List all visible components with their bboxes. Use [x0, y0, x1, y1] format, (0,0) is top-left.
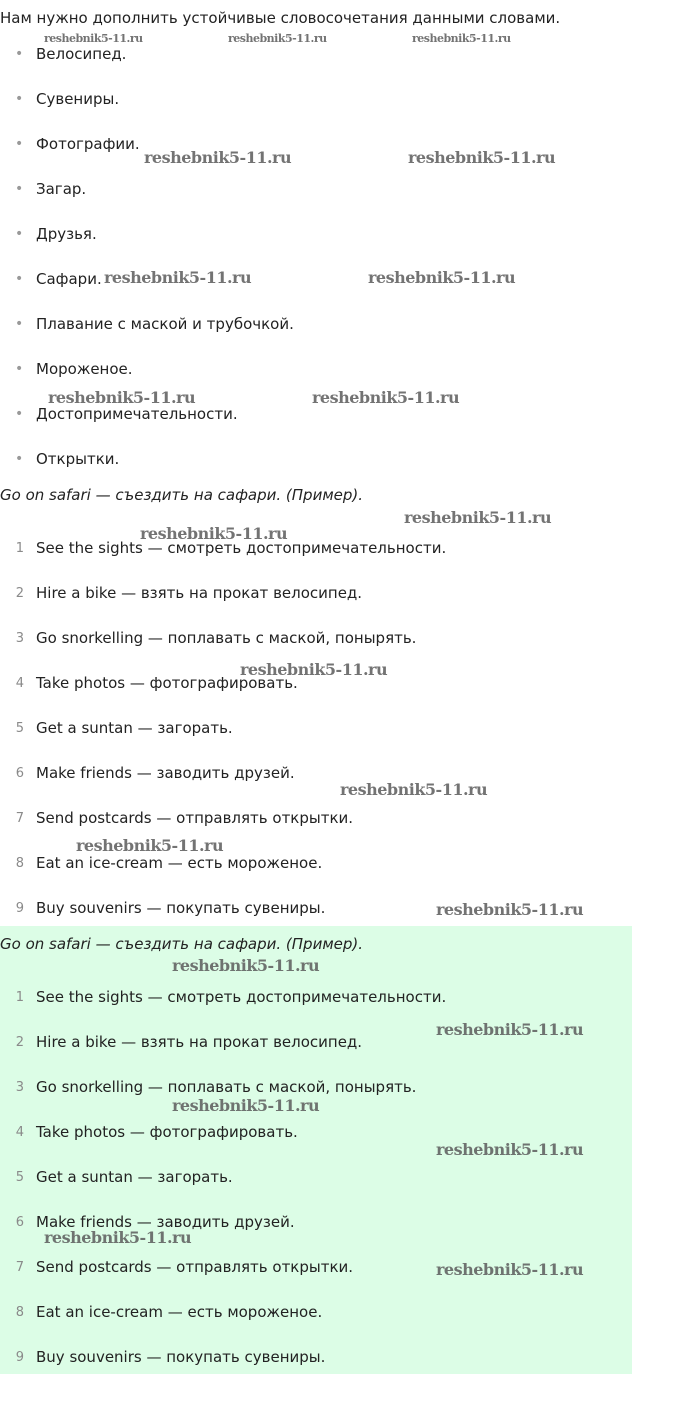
item-text: Buy souvenirs — покупать сувениры. — [36, 1348, 326, 1366]
item-number: 8 — [15, 856, 24, 871]
item-number: 3 — [15, 1080, 24, 1095]
word-item: • Мороженое. — [0, 359, 294, 404]
watermark: reshebnik5-11.ru — [44, 32, 143, 45]
item-text: Send postcards — отправлять открытки. — [36, 809, 354, 827]
watermark: reshebnik5-11.ru — [404, 508, 552, 527]
item-number: 1 — [15, 990, 24, 1005]
watermark: reshebnik5-11.ru — [412, 32, 511, 45]
word-item: • Велосипед. — [0, 44, 294, 89]
item-text: See the sights — смотреть достопримечательности. — [36, 539, 447, 557]
item-number: 7 — [15, 811, 24, 826]
example-sentence-highlighted: Go on safari — съездить на сафари. (Пример). — [0, 935, 364, 953]
item-number: 9 — [15, 901, 24, 916]
item-text: Get a suntan — загорать. — [36, 1168, 233, 1186]
watermark: reshebnik5-11.ru — [172, 956, 320, 975]
watermark: reshebnik5-11.ru — [76, 836, 224, 855]
watermark: reshebnik5-11.ru — [408, 148, 556, 167]
item-number: 5 — [15, 1170, 24, 1185]
item-text: See the sights — смотреть достопримечательности. — [36, 988, 447, 1006]
word-item: • Сувениры. — [0, 89, 294, 134]
watermark: reshebnik5-11.ru — [44, 1228, 192, 1247]
watermark: reshebnik5-11.ru — [436, 900, 584, 919]
item-text: Take photos — фотографировать. — [36, 1123, 298, 1141]
item-number: 3 — [15, 631, 24, 646]
item-text: Buy souvenirs — покупать сувениры. — [36, 899, 326, 917]
word-item: • Открытки. — [0, 449, 294, 494]
watermark: reshebnik5-11.ru — [436, 1140, 584, 1159]
example-sentence: Go on safari — съездить на сафари. (Пример). — [0, 486, 364, 504]
item-number: 1 — [15, 541, 24, 556]
item-text: Get a suntan — загорать. — [36, 719, 233, 737]
item-number: 9 — [15, 1350, 24, 1365]
watermark: reshebnik5-11.ru — [312, 388, 460, 407]
watermark: reshebnik5-11.ru — [368, 268, 516, 287]
watermark: reshebnik5-11.ru — [436, 1020, 584, 1039]
watermark: reshebnik5-11.ru — [172, 1096, 320, 1115]
watermark: reshebnik5-11.ru — [340, 780, 488, 799]
word-item: • Друзья. — [0, 224, 294, 269]
watermark: reshebnik5-11.ru — [144, 148, 292, 167]
item-number: 2 — [15, 1035, 24, 1050]
watermark: reshebnik5-11.ru — [228, 32, 327, 45]
item-text: Make friends — заводить друзей. — [36, 1213, 295, 1231]
item-text: Eat an ice-cream — есть мороженое. — [36, 1303, 323, 1321]
item-number: 5 — [15, 721, 24, 736]
word-item: • Сафари. — [0, 269, 294, 314]
item-text: Eat an ice-cream — есть мороженое. — [36, 854, 323, 872]
word-item: • Загар. — [0, 179, 294, 224]
item-text: Send postcards — отправлять открытки. — [36, 1258, 354, 1276]
item-text: Go snorkelling — поплавать с маской, понырять. — [36, 1078, 417, 1096]
item-text: Go snorkelling — поплавать с маской, понырять. — [36, 629, 417, 647]
item-number: 4 — [15, 676, 24, 691]
watermark: reshebnik5-11.ru — [104, 268, 252, 287]
item-number: 8 — [15, 1305, 24, 1320]
item-text: Hire a bike — взять на прокат велосипед. — [36, 1033, 363, 1051]
item-number: 6 — [15, 1215, 24, 1230]
item-text: Hire a bike — взять на прокат велосипед. — [36, 584, 363, 602]
item-number: 6 — [15, 766, 24, 781]
item-number: 4 — [15, 1125, 24, 1140]
watermark: reshebnik5-11.ru — [140, 524, 288, 543]
word-item: • Плавание с маской и трубочкой. — [0, 314, 294, 359]
watermark: reshebnik5-11.ru — [240, 660, 388, 679]
watermark: reshebnik5-11.ru — [436, 1260, 584, 1279]
item-text: Make friends — заводить друзей. — [36, 764, 295, 782]
task-intro: Нам нужно дополнить устойчивые словосочетания данными словами. — [0, 9, 561, 27]
word-item: • Достопримечательности. — [0, 404, 294, 449]
item-number: 2 — [15, 586, 24, 601]
watermark: reshebnik5-11.ru — [48, 388, 196, 407]
item-text: Take photos — фотографировать. — [36, 674, 298, 692]
word-item: • Фотографии. — [0, 134, 294, 179]
item-number: 7 — [15, 1260, 24, 1275]
